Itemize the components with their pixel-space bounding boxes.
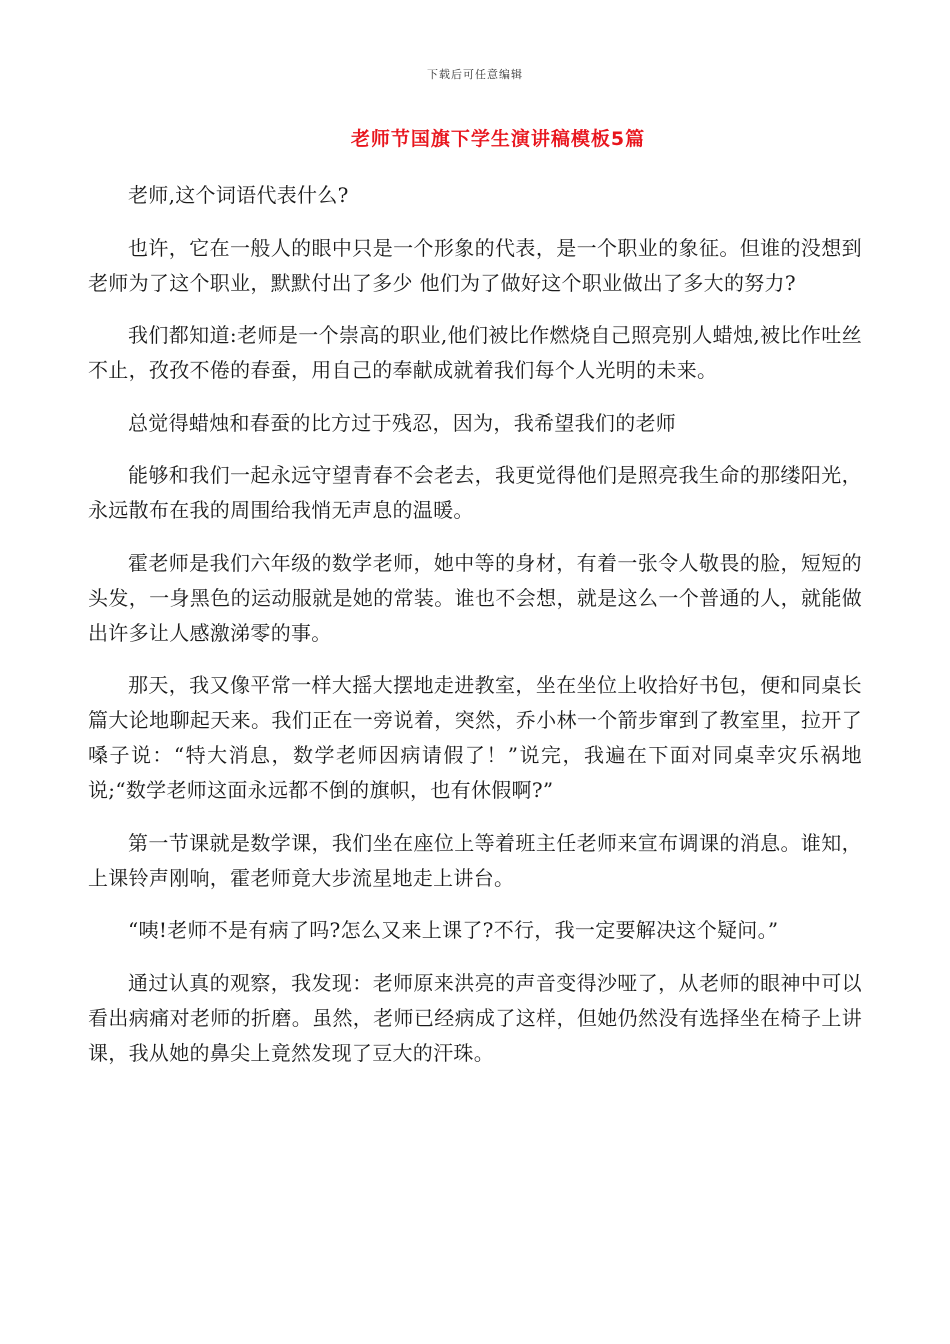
- paragraph: 通过认真的观察，我发现：老师原来洪亮的声音变得沙哑了，从老师的眼神中可以看出病痛对老师的折磨。虽然，老师已经病成了这样，但她仍然没有选择坐在椅子上讲课，我从她的鼻尖上竟然发现了豆大的汗珠。: [88, 970, 862, 1065]
- document-title: 老师节国旗下学生演讲稿模板5篇: [350, 128, 646, 150]
- paragraph: 总觉得蜡烛和春蚕的比方过于残忍，因为，我希望我们的老师: [128, 410, 677, 435]
- paragraph: 也许，它在一般人的眼中只是一个形象的代表，是一个职业的象征。但谁的没想到老师为了这个职业，默默付出了多少 他们为了做好这个职业做出了多大的努力?: [88, 235, 862, 295]
- paragraph: 我们都知道:老师是一个崇高的职业,他们被比作燃烧自己照亮别人蜡烛,被比作吐丝不止，孜孜不倦的春蚕，用自己的奉献成就着我们每个人光明的未来。: [88, 323, 862, 382]
- paragraph: 霍老师是我们六年级的数学老师，她中等的身材，有着一张令人敬畏的脸，短短的头发，一身黑色的运动服就是她的常装。谁也不会想，就是这么一个普通的人，就能做出许多让人感激涕零的事。: [88, 550, 862, 645]
- paragraph: 能够和我们一起永远守望青春不会老去，我更觉得他们是照亮我生命的那缕阳光，永远散布在我的周围给我悄无声息的温暖。: [88, 463, 862, 522]
- paragraph: “咦!老师不是有病了吗?怎么又来上课了?不行，我一定要解决这个疑问。”: [128, 918, 779, 942]
- paragraph: 那天，我又像平常一样大摇大摆地走进教室，坐在坐位上收拾好书包，便和同桌长篇大论地聊起天来。我们正在一旁说着，突然，乔小林一个箭步窜到了教室里，拉开了嗓子说：“特大消息，数学老师因病请假了！”说完，我遍在下面对同桌幸灾乐祸地说;“数学老师这面永远都不倒的旗帜，也有休假啊?”: [88, 673, 862, 802]
- paragraph: 第一节课就是数学课，我们坐在座位上等着班主任老师来宣布调课的消息。谁知，上课铃声刚响，霍老师竟大步流星地走上讲台。: [88, 830, 862, 890]
- header-note: 下载后可任意编辑: [427, 68, 523, 81]
- paragraph: 老师,这个词语代表什么?: [128, 183, 349, 207]
- document-body: [88, 178, 862, 1088]
